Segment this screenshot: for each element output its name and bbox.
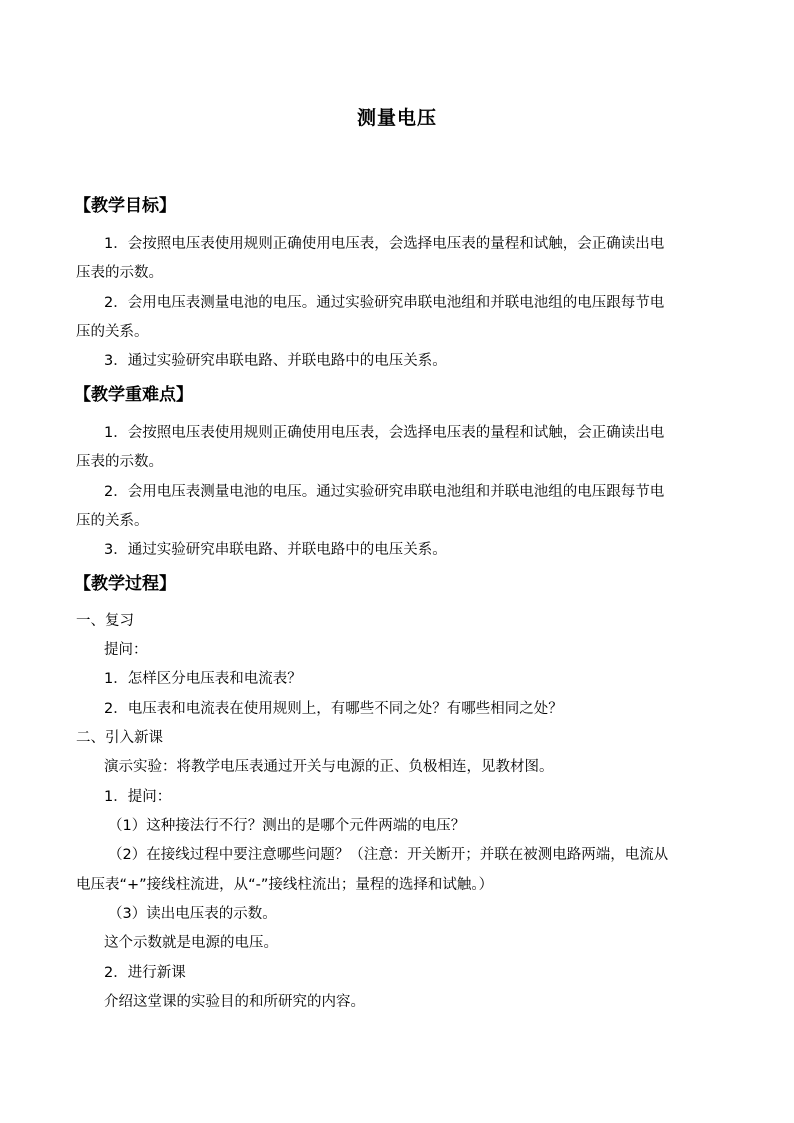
keypoint-line-1: 1．会按照电压表使用规则正确使用电压表，会选择电压表的量程和试触，会正确读出电: [104, 425, 665, 441]
process-line-reading: 这个示数就是电源的电压。: [104, 935, 278, 951]
process-line-sub2: （2）在接线过程中要注意哪些问题？（注意：开关断开；并联在被测电路两端，电流从: [108, 847, 669, 863]
page-title: 测量电压: [356, 107, 437, 129]
process-line-question: 提问：: [104, 642, 148, 658]
section-heading-goals: 【教学目标】: [74, 196, 176, 216]
section-heading-process: 【教学过程】: [74, 574, 176, 594]
goal-line-1-cont: 压表的示数。: [76, 265, 163, 281]
goal-line-1: 1．会按照电压表使用规则正确使用电压表，会选择电压表的量程和试触，会正确读出电: [104, 236, 665, 252]
keypoint-line-2: 2．会用电压表测量电池的电压。通过实验研究串联电池组和并联电池组的电压跟每节电: [104, 484, 665, 500]
keypoint-line-2-cont: 压的关系。: [76, 513, 149, 529]
process-line-ask: 1．提问：: [104, 789, 172, 805]
process-line-purpose: 介绍这堂课的实验目的和所研究的内容。: [104, 994, 365, 1010]
process-line-sub2-cont: 电压表“+”接线柱流进，从“-”接线柱流出；量程的选择和试触。）: [76, 877, 494, 893]
process-line-review: 一、复习: [76, 613, 134, 629]
process-line-q2: 2．电压表和电流表在使用规则上，有哪些不同之处？有哪些相同之处？: [104, 701, 563, 717]
process-line-demo: 演示实验：将教学电压表通过开关与电源的正、负极相连，见教材图。: [104, 759, 554, 775]
process-line-intro: 二、引入新课: [76, 730, 163, 746]
goal-line-3: 3．通过实验研究串联电路、并联电路中的电压关系。: [104, 353, 447, 369]
keypoint-line-3: 3．通过实验研究串联电路、并联电路中的电压关系。: [104, 542, 447, 558]
process-line-sub3: （3）读出电压表的示数。: [108, 906, 277, 922]
process-line-q1: 1．怎样区分电压表和电流表？: [104, 671, 302, 687]
goal-line-2: 2．会用电压表测量电池的电压。通过实验研究串联电池组和并联电池组的电压跟每节电: [104, 295, 665, 311]
section-heading-keypoints: 【教学重难点】: [74, 385, 193, 405]
process-line-newlesson: 2．进行新课: [104, 965, 186, 981]
keypoint-line-1-cont: 压表的示数。: [76, 454, 163, 470]
process-line-sub1: （1）这种接法行不行？测出的是哪个元件两端的电压？: [108, 818, 466, 834]
goal-line-2-cont: 压的关系。: [76, 324, 149, 340]
